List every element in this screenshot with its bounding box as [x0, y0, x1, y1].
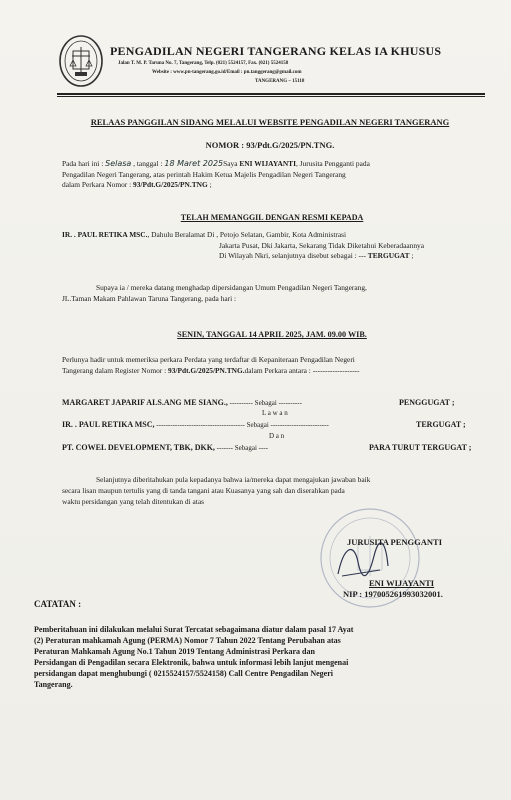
party-defendant — [62, 420, 329, 429]
intro-text: Pada hari ini : — [62, 159, 106, 168]
party-dash: ---------- Sebagai ---------- — [227, 399, 302, 407]
document-title: RELAAS PANGGILAN SIDANG MELALUI WEBSITE PENGADILAN NEGERI TANGERANG — [90, 117, 450, 127]
intro-text: , Jurusita Pengganti pada — [295, 159, 370, 168]
defendant-role: TERGUGAT — [367, 251, 410, 260]
handwritten-date: 18 Maret 2025 — [164, 159, 224, 168]
officer-name: ENI WIJAYANTI — [239, 159, 296, 168]
defendant-line-1 — [62, 230, 346, 240]
party-role-co-defendant: PARA TURUT TERGUGAT ; — [369, 443, 472, 452]
court-name: PENGADILAN NEGERI TANGERANG KELAS IA KHUSUS — [110, 44, 442, 58]
notes-line: persidangan dapat menghubungi ( 0215524157/5524158) Call Centre Pengadilan Negeri — [34, 669, 333, 678]
party-role-defendant: TERGUGAT ; — [416, 420, 466, 429]
notice-line-2: secara lisan maupun tertulis yang di tanda tangani atau Kuasanya yang sah dan diserahkan pada — [62, 486, 345, 495]
document-number: NOMOR : 93/Pdt.G/2025/PN.TNG. — [205, 140, 335, 150]
defendant-text: Di Wilayah Nkri, selanjutnya disebut sebagai : --- — [219, 251, 368, 260]
notes-line: Tangerang. — [34, 680, 73, 689]
defendant-line-2: Jakarta Pusat, Dki Jakarta, Sekarang Tidak Diketahui Keberadaannya — [219, 241, 425, 250]
attend-line-2: JL.Taman Makam Pahlawan Taruna Tangerang, pada hari : — [62, 294, 237, 303]
purpose-line-1: Perlunya hadir untuk memeriksa perkara Perdata yang terdaftar di Kepaniteraan Pengadilan Negeri — [62, 355, 355, 364]
court-address: Jalan T. M. P. Taruna No. 7, Tangerang, Telp. (021) 5524157, Fax. (021) 5524158 — [118, 61, 289, 66]
intro-text: , tanggal : — [131, 159, 165, 168]
attend-line-1: Supaya ia / mereka datang menghadap dipersidangan Umum Pengadilan Negeri Tangerang, — [96, 283, 367, 292]
defendant-text: , Dahulu Beralamat Di , Petojo Selatan, Gambir, Kota Administrasi — [147, 230, 347, 239]
defendant-line-3 — [219, 251, 413, 261]
case-number: 93/Pdt.G/2025/PN.TNG — [133, 180, 208, 189]
notes-line: (2) Peraturan mahkamah Agung (PERMA) Nomor 7 Tahun 2022 Tentang Perubahan atas — [34, 636, 341, 645]
party-dash: ------- Sebagai ---- — [214, 444, 268, 452]
defendant-text: ; — [409, 251, 414, 260]
signatory-name: ENI WIJAYANTI — [369, 578, 435, 588]
notes-line: Peraturan Mahkamah Agung No.1 Tahun 2019 Tentang Administrasi Perkara dan — [34, 647, 315, 656]
court-city: TANGERANG – 15118 — [255, 79, 305, 84]
handwritten-day: Selasa — [105, 159, 132, 168]
purpose-text: dalam Perkara antara : ------------------- — [244, 366, 360, 375]
party-name: IR. . PAUL RETIKA MSC, — [62, 420, 155, 429]
party-role-plaintiff: PENGGUGAT ; — [399, 398, 455, 407]
separator-dan: D a n — [269, 432, 285, 440]
intro-text: Saya — [223, 159, 240, 168]
notice-line-3: waktu persidangan yang telah ditentukan di atas — [62, 497, 205, 506]
intro-text: dalam Perkara Nomor : — [62, 180, 134, 189]
hearing-date: SENIN, TANGGAL 14 APRIL 2025, JAM. 09.00 WIB. — [177, 330, 367, 339]
header-rule — [57, 93, 485, 95]
court-seal-icon — [58, 34, 104, 88]
party-plaintiff — [62, 398, 302, 407]
party-co-defendant — [62, 443, 268, 452]
party-name: MARGARET JAPARIF ALS.ANG ME SIANG., — [62, 398, 228, 407]
register-number: 93/Pdt.G/2025/PN.TNG. — [168, 366, 245, 375]
separator-lawan: L a w a n — [262, 409, 288, 417]
party-name: PT. COWEL DEVELOPMENT, TBK, DKK, — [62, 443, 215, 452]
intro-text: ; — [207, 180, 212, 189]
defendant-name: IR. . PAUL RETIKA MSC. — [62, 230, 148, 239]
purpose-text: Tangerang dalam Register Nomor : — [62, 366, 168, 375]
header-rule-thin — [57, 96, 485, 97]
signatory-nip: NIP : 197005261993032001. — [343, 589, 443, 599]
party-dash: -------------------------------------- Sebagai ------------------------- — [154, 421, 329, 429]
notes-line: Persidangan di Pengadilan secara Elektronik, bahwa untuk informasi lebih lanjut mengenai — [34, 658, 349, 667]
notice-line-1: Selanjutnya diberitahukan pula kepadanya bahwa ia/mereka dapat mengajukan jawaban baik — [96, 475, 371, 484]
notes-body — [34, 624, 484, 690]
summoned-heading: TELAH MEMANGGIL DENGAN RESMI KEPADA — [180, 213, 364, 222]
intro-line-2: Pengadilan Negeri Tangerang, atas perintah Hakim Ketua Majelis Pengadilan Negeri Tangerang — [62, 170, 346, 179]
intro-line-3 — [62, 180, 212, 190]
signatory-role: JURUSITA PENGGANTI — [347, 537, 443, 547]
notes-line: Pemberitahuan ini dilakukan melalui Surat Tercatat sebagaimana diatur dalam pasal 17 Ayat — [34, 625, 354, 634]
court-website: Website : www.pn-tangerang.go.id/Email : pn.tanggerang@gmail.com — [152, 70, 302, 75]
notes-label: CATATAN : — [34, 599, 82, 609]
purpose-line-2 — [62, 366, 359, 376]
intro-line-1 — [62, 159, 492, 169]
